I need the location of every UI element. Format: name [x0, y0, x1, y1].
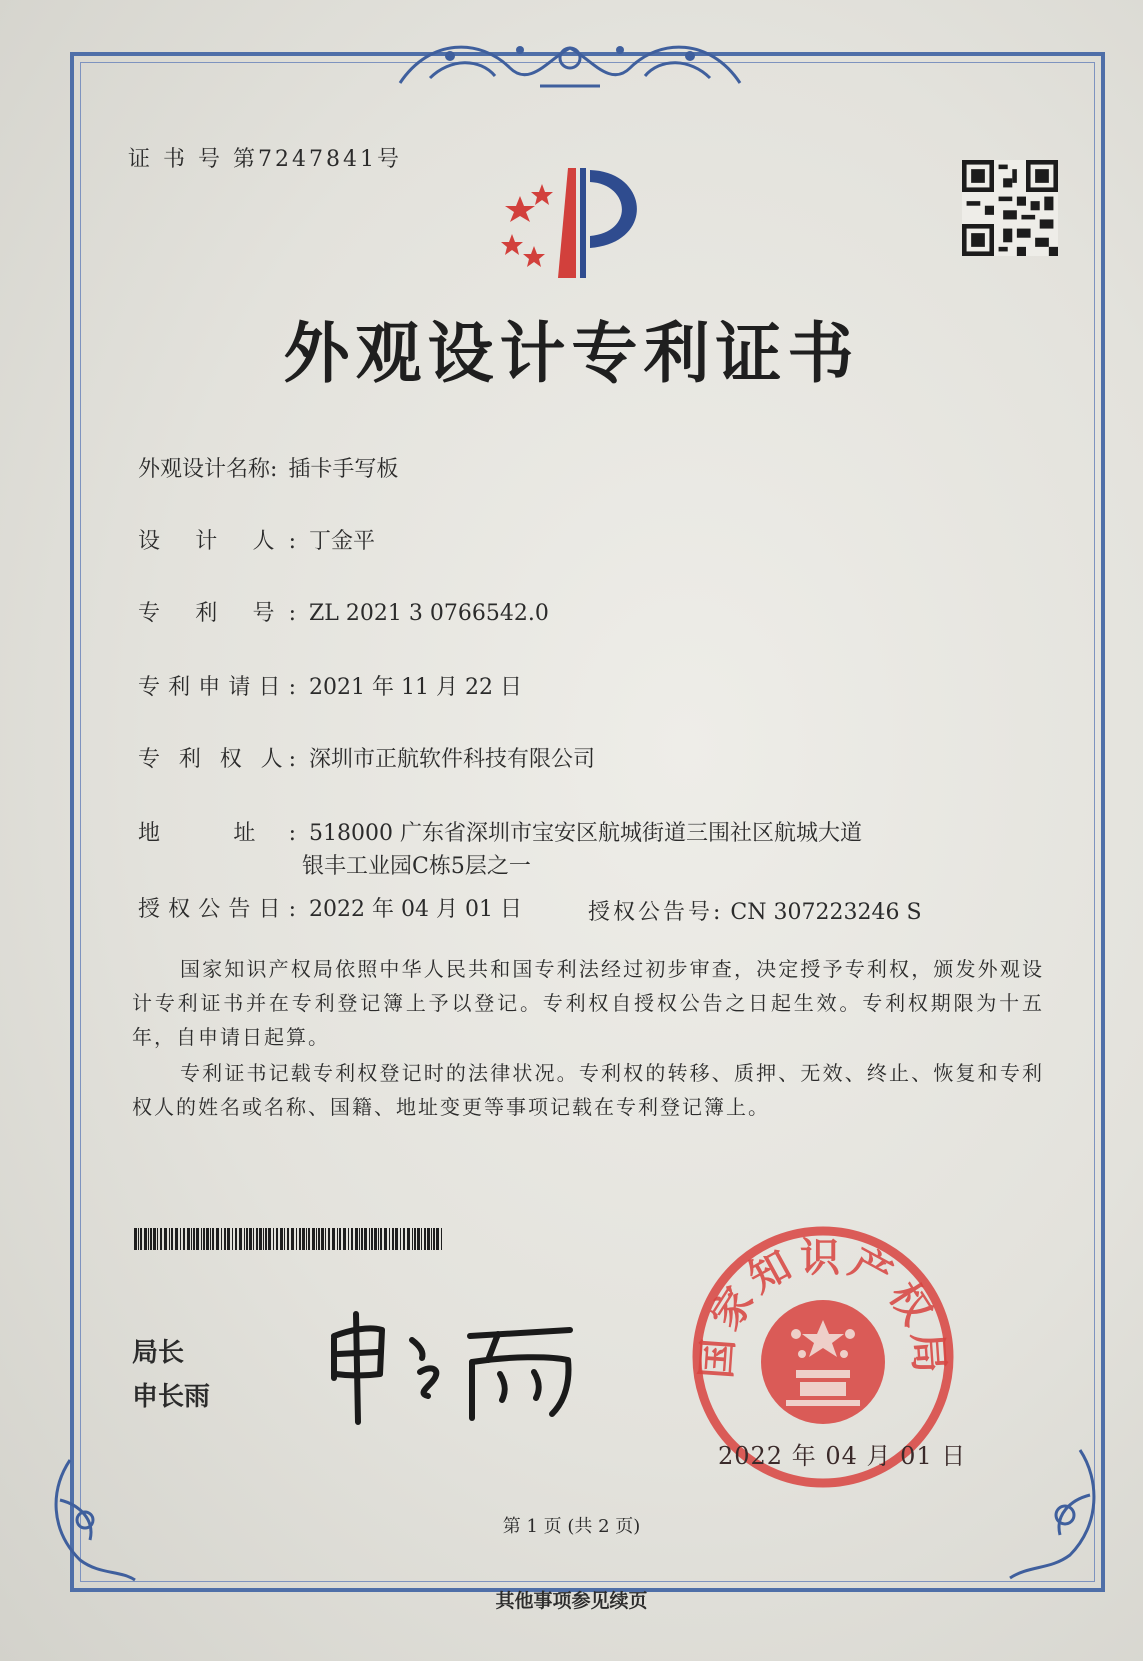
patentee-row: [138, 742, 595, 773]
address-label: 地 址:: [138, 821, 298, 846]
address-line-1: 518000 广东省深圳市宝安区航城街道三围社区航城大道: [309, 821, 862, 846]
patent-number-value: ZL 2021 3 0766542.0: [309, 601, 549, 626]
design-name-value: 插卡手写板: [288, 457, 399, 482]
grant-number-row: [588, 895, 922, 926]
patent-emblem-icon: [490, 148, 680, 288]
director-name: 申长雨: [132, 1382, 211, 1412]
page-number: 第 1 页 (共 2 页): [502, 1516, 641, 1537]
director-signature-icon: [320, 1300, 590, 1430]
seal-date: 2022 年 04 月 01 日: [718, 1442, 967, 1470]
patent-number-row: [138, 596, 549, 627]
design-name-label: 外观设计名称:: [138, 457, 278, 482]
designer-value: 丁金平: [309, 529, 376, 554]
footer-note: 其他事项参见续页: [495, 1590, 648, 1612]
barcode-icon: [134, 1228, 444, 1250]
grant-number-value: CN 307223246 S: [730, 900, 922, 925]
certificate-number: 证 书 号 第7247841号: [128, 147, 402, 172]
grant-date-label: 授权公告日:: [138, 897, 298, 922]
filing-date-row: [138, 670, 522, 701]
address-line-2: 银丰工业园C栋5层之一: [302, 854, 531, 879]
designer-row: [138, 524, 375, 555]
seal-text: 国家知识产权局: [693, 1234, 953, 1381]
designer-label: 设 计 人:: [138, 529, 298, 554]
patentee-label: 专 利 权 人:: [138, 747, 298, 772]
patentee-value: 深圳市正航软件科技有限公司: [309, 747, 596, 772]
filing-date-value: 2021 年 11 月 22 日: [309, 675, 522, 700]
paragraph-grant-statement: 国家知识产权局依照中华人民共和国专利法经过初步审查，决定授予专利权，颁发外观设计专利证书并在专利登记簿上予以登记。专利权自授权公告之日起生效。专利权期限为十五年，自申请日起算。: [132, 957, 1044, 1049]
patent-number-label: 专 利 号:: [138, 601, 298, 626]
filing-date-label: 专利申请日:: [138, 675, 298, 700]
director-title: 局长: [132, 1338, 185, 1368]
grant-number-label: 授权公告号:: [588, 900, 724, 925]
address-row: [138, 816, 862, 847]
design-name-row: [138, 452, 398, 483]
certificate-title: 外观设计专利证书: [283, 314, 860, 392]
top-ornament-icon: [390, 28, 750, 98]
paragraph-legal-status: 专利证书记载专利权登记时的法律状况。专利权的转移、质押、无效、终止、恢复和专利权人的姓名或名称、国籍、地址变更等事项记载在专利登记簿上。: [132, 1061, 1044, 1119]
grant-date-value: 2022 年 04 月 01 日: [309, 897, 522, 922]
qr-code-icon: [962, 160, 1058, 256]
grant-date-row: [138, 892, 522, 923]
